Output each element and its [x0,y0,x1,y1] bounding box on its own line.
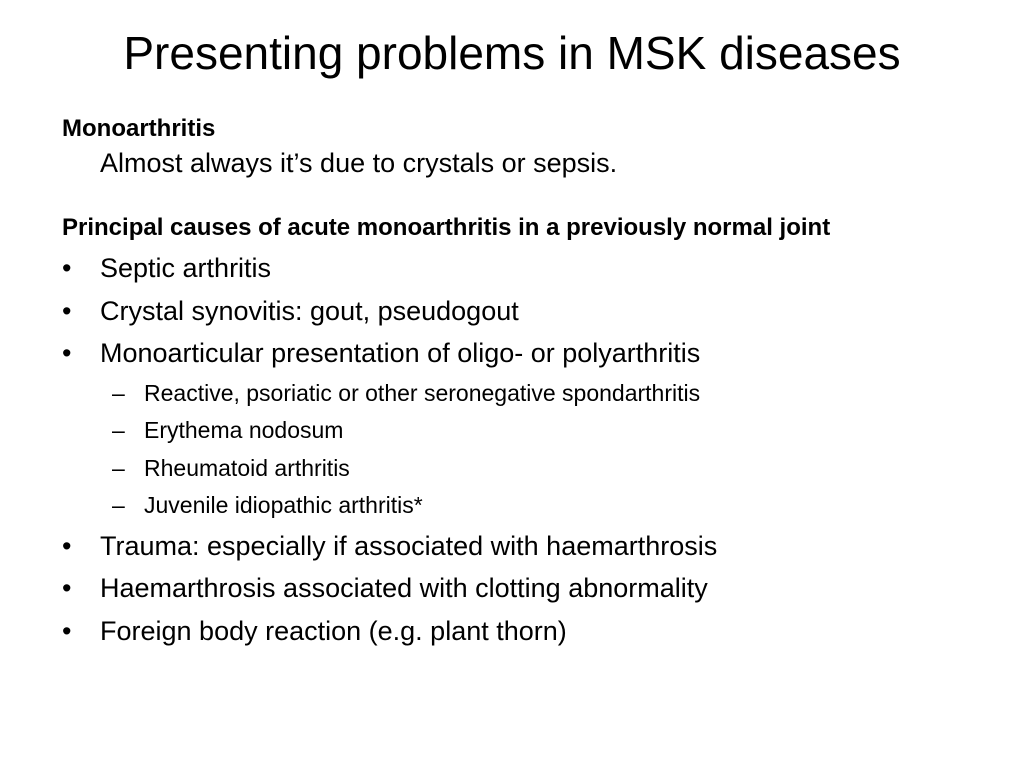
list-item [62,525,962,568]
more-causes-list [62,525,962,653]
list-item [62,247,962,290]
slide-content [62,112,962,652]
list-item-text: Crystal synovitis: gout, pseudogout [100,295,519,326]
bullet-marker: • [62,253,72,283]
list-item-text: Foreign body reaction (e.g. plant thorn) [100,615,567,646]
sub-causes-list [62,375,962,525]
principal-causes-heading: Principal causes of acute monoarthritis in a previously normal joint [62,214,831,241]
monoarthritis-text: Almost always it’s due to crystals or sepsis. [100,148,618,178]
list-item-text: Septic arthritis [100,253,272,283]
sub-list-item [62,487,962,525]
monoarthritis-heading: Monoarthritis [62,115,216,142]
list-item-text: Monoarticular presentation of oligo- or polyarthritis [100,338,701,368]
sub-list-item [62,375,962,413]
slide-title: Presenting problems in MSK diseases [123,27,901,79]
list-item [62,610,962,653]
dash-marker: – [112,492,125,518]
dash-marker: – [112,417,125,443]
bullet-marker: • [62,615,72,646]
causes-list [62,247,962,375]
list-item-text: Trauma: especially if associated with haemarthrosis [100,530,718,561]
dash-marker: – [112,379,125,406]
bullet-marker: • [62,338,72,368]
bullet-marker: • [62,530,72,561]
sub-list-item-text: Rheumatoid arthritis [144,454,350,481]
list-item-text: Haemarthrosis associated with clotting abnormality [100,573,708,603]
bullet-marker: • [62,295,72,326]
dash-marker: – [112,454,125,481]
sub-list-item-text: Reactive, psoriatic or other seronegative spondarthritis [144,379,701,406]
sub-list-item [62,450,962,488]
bullet-marker: • [62,573,72,603]
list-item [62,290,962,333]
sub-list-item-text: Erythema nodosum [144,417,344,443]
sub-list-item [62,412,962,450]
list-item [62,332,962,375]
sub-list-item-text: Juvenile idiopathic arthritis* [144,492,423,518]
list-item [62,567,962,610]
